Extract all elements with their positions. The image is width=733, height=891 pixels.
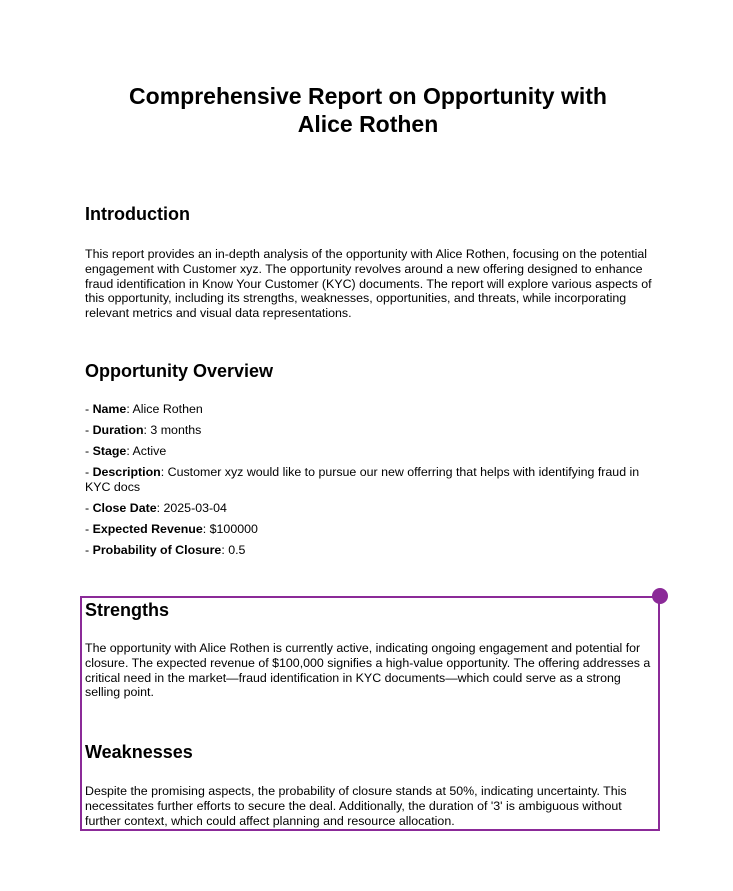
overview-heading: Opportunity Overview bbox=[85, 361, 274, 381]
overview-item-probability: - Probability of Closure: 0.5 bbox=[85, 543, 246, 557]
overview-item-stage: - Stage: Active bbox=[85, 444, 167, 458]
strengths-text: The opportunity with Alice Rothen is currently active, indicating ongoing engagement and potential for closure. The expected revenue of $100,000 signifies a high-value opportunity. The offering addresses a critical need in the market—fraud identification in KYC documents—which could serve as a strong selling point. bbox=[85, 641, 651, 700]
overview-item-expected-revenue: - Expected Revenue: $100000 bbox=[85, 522, 258, 536]
weaknesses-heading: Weaknesses bbox=[85, 742, 193, 762]
overview-list bbox=[85, 402, 657, 564]
introduction-heading: Introduction bbox=[85, 204, 190, 224]
overview-item-name: - Name: Alice Rothen bbox=[85, 402, 203, 416]
introduction-text: This report provides an in-depth analysis of the opportunity with Alice Rothen, focusing on the potential engagement with Customer xyz. The opportunity revolves around a new offering designed to enhance fraud identification in Know Your Customer (KYC) documents. The report will explore various aspects of this opportunity, including its strengths, weaknesses, opportunities, and threats, while incorporating relevant metrics and visual data representations. bbox=[85, 247, 652, 321]
report-title: Comprehensive Report on Opportunity with Alice Rothen bbox=[129, 83, 607, 137]
overview-item-duration: - Duration: 3 months bbox=[85, 423, 202, 437]
overview-item-description: - Description: Customer xyz would like to pursue our new offerring that helps with identifying fraud in KYC docs bbox=[85, 465, 640, 494]
selection-resize-handle[interactable] bbox=[652, 588, 668, 604]
weaknesses-text: Despite the promising aspects, the probability of closure stands at 50%, indicating uncertainty. This necessitates further efforts to secure the deal. Additionally, the duration of '3' is ambiguous without further context, which could affect planning and resource allocation. bbox=[85, 784, 627, 828]
overview-item-close-date: - Close Date: 2025-03-04 bbox=[85, 501, 227, 515]
strengths-heading: Strengths bbox=[85, 600, 170, 620]
